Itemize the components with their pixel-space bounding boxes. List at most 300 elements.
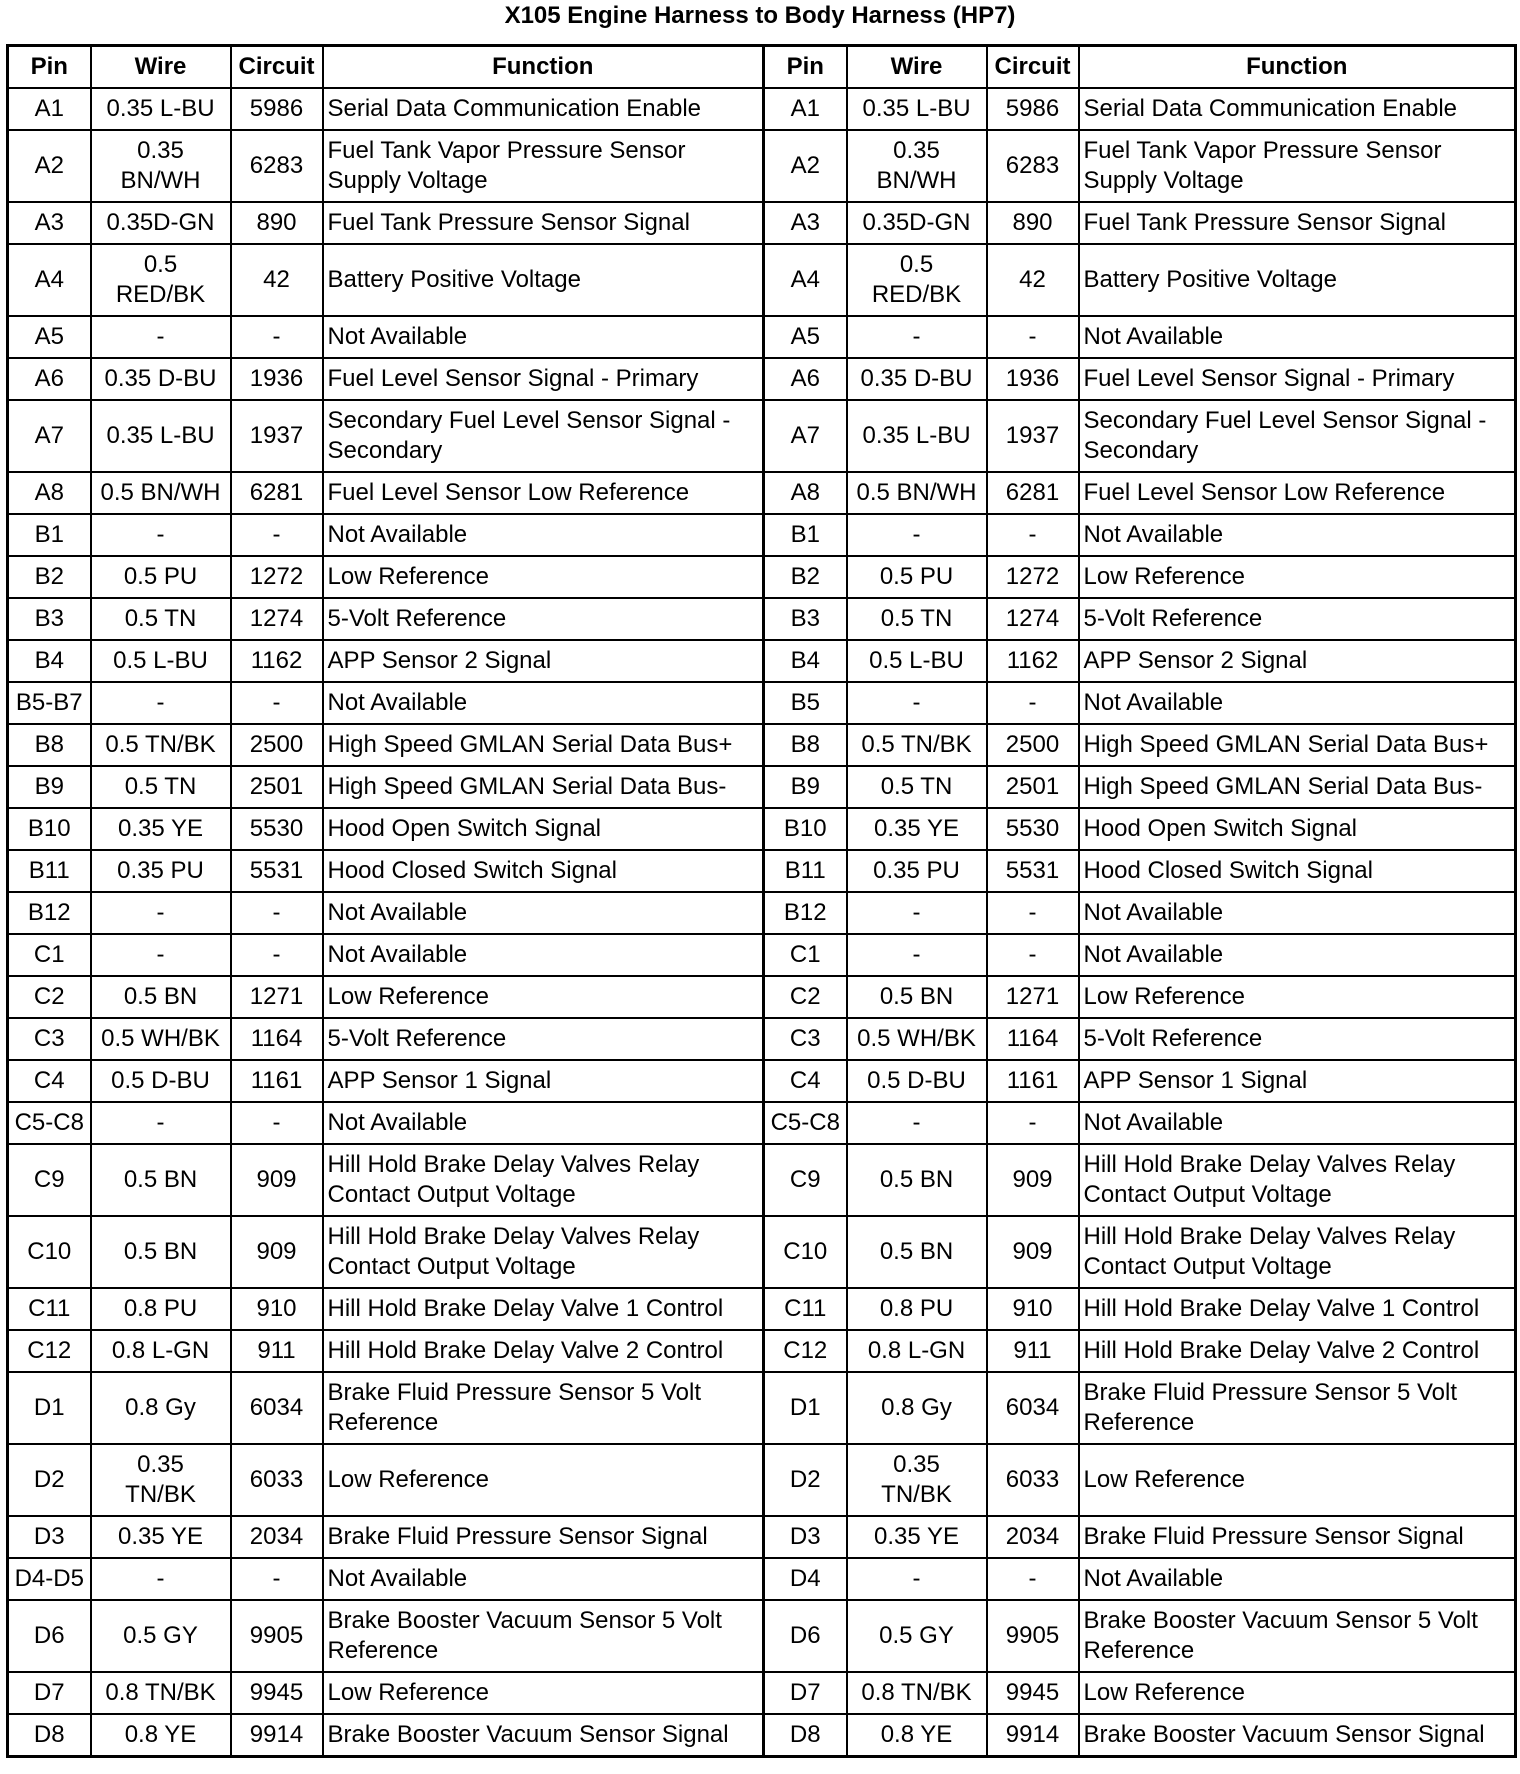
wire-cell-left: 0.35 L-BU — [91, 88, 231, 130]
circuit-cell-right: 9945 — [987, 1672, 1079, 1714]
function-cell-right: Low Reference — [1079, 1444, 1516, 1516]
circuit-cell-left: 6283 — [231, 130, 323, 202]
wire-cell-right: - — [847, 514, 987, 556]
wire-cell-left: 0.35 PU — [91, 850, 231, 892]
pin-cell-right: B8 — [764, 724, 847, 766]
function-cell-left: Low Reference — [323, 1672, 764, 1714]
wire-cell-left: 0.35 L-BU — [91, 400, 231, 472]
wire-cell-right: - — [847, 682, 987, 724]
function-cell-right: Brake Fluid Pressure Sensor Signal — [1079, 1516, 1516, 1558]
pin-cell-right: B1 — [764, 514, 847, 556]
function-cell-left: Brake Booster Vacuum Sensor 5 Volt Reference — [323, 1600, 764, 1672]
pin-cell-left: C3 — [8, 1018, 91, 1060]
pin-cell-left: C2 — [8, 976, 91, 1018]
circuit-cell-right: 2501 — [987, 766, 1079, 808]
circuit-cell-right: 910 — [987, 1288, 1079, 1330]
pin-cell-right: B3 — [764, 598, 847, 640]
wire-cell-right: 0.5 BN/WH — [847, 472, 987, 514]
circuit-cell-left: 2501 — [231, 766, 323, 808]
pin-cell-left: A1 — [8, 88, 91, 130]
wire-cell-left: 0.5 PU — [91, 556, 231, 598]
table-row — [8, 850, 1516, 892]
pin-cell-right: A1 — [764, 88, 847, 130]
wire-cell-left: - — [91, 934, 231, 976]
pin-cell-right: B9 — [764, 766, 847, 808]
function-cell-right: Not Available — [1079, 934, 1516, 976]
pinout-rows — [8, 88, 1516, 1756]
wire-cell-right: 0.5 BN — [847, 1216, 987, 1288]
wire-cell-right: - — [847, 316, 987, 358]
circuit-cell-right: - — [987, 892, 1079, 934]
table-row — [8, 724, 1516, 766]
pin-cell-left: B11 — [8, 850, 91, 892]
function-cell-left: Brake Fluid Pressure Sensor 5 Volt Reference — [323, 1372, 764, 1444]
wire-cell-left: 0.5 BN — [91, 976, 231, 1018]
function-cell-right: Not Available — [1079, 1558, 1516, 1600]
circuit-cell-left: 1161 — [231, 1060, 323, 1102]
pin-cell-left: B10 — [8, 808, 91, 850]
table-row — [8, 1714, 1516, 1756]
circuit-cell-right: - — [987, 934, 1079, 976]
function-cell-right: Low Reference — [1079, 976, 1516, 1018]
table-row — [8, 1288, 1516, 1330]
function-cell-right: Hood Closed Switch Signal — [1079, 850, 1516, 892]
pin-cell-left: B4 — [8, 640, 91, 682]
wire-cell-right: 0.35 BN/WH — [847, 130, 987, 202]
table-row — [8, 598, 1516, 640]
circuit-cell-right: 1162 — [987, 640, 1079, 682]
circuit-cell-left: 910 — [231, 1288, 323, 1330]
function-cell-right: Not Available — [1079, 316, 1516, 358]
table-row — [8, 316, 1516, 358]
pin-cell-left: B3 — [8, 598, 91, 640]
circuit-cell-right: - — [987, 316, 1079, 358]
pin-cell-left: B5-B7 — [8, 682, 91, 724]
wire-cell-left: 0.35 YE — [91, 1516, 231, 1558]
pin-cell-left: B8 — [8, 724, 91, 766]
function-cell-left: APP Sensor 2 Signal — [323, 640, 764, 682]
circuit-cell-left: 911 — [231, 1330, 323, 1372]
function-cell-right: 5-Volt Reference — [1079, 598, 1516, 640]
circuit-cell-left: 5986 — [231, 88, 323, 130]
function-cell-right: Brake Fluid Pressure Sensor 5 Volt Reference — [1079, 1372, 1516, 1444]
table-row — [8, 976, 1516, 1018]
table-row — [8, 808, 1516, 850]
pin-cell-left: A3 — [8, 202, 91, 244]
header-wire-right: Wire — [847, 46, 987, 89]
wire-cell-right: 0.5 L-BU — [847, 640, 987, 682]
table-row — [8, 1372, 1516, 1444]
function-cell-left: High Speed GMLAN Serial Data Bus- — [323, 766, 764, 808]
function-cell-right: High Speed GMLAN Serial Data Bus+ — [1079, 724, 1516, 766]
circuit-cell-right: 890 — [987, 202, 1079, 244]
table-row — [8, 1060, 1516, 1102]
wire-cell-right: 0.5 RED/BK — [847, 244, 987, 316]
pin-cell-left: C12 — [8, 1330, 91, 1372]
pin-cell-left: D2 — [8, 1444, 91, 1516]
pin-cell-right: D1 — [764, 1372, 847, 1444]
wire-cell-left: 0.35 TN/BK — [91, 1444, 231, 1516]
function-cell-right: Serial Data Communication Enable — [1079, 88, 1516, 130]
table-row — [8, 472, 1516, 514]
wire-cell-right: 0.35 L-BU — [847, 88, 987, 130]
circuit-cell-left: - — [231, 892, 323, 934]
pin-cell-right: A2 — [764, 130, 847, 202]
pin-cell-left: A4 — [8, 244, 91, 316]
wire-cell-left: - — [91, 892, 231, 934]
wire-cell-left: 0.8 PU — [91, 1288, 231, 1330]
circuit-cell-left: - — [231, 316, 323, 358]
function-cell-left: High Speed GMLAN Serial Data Bus+ — [323, 724, 764, 766]
function-cell-left: Battery Positive Voltage — [323, 244, 764, 316]
pin-cell-right: D6 — [764, 1600, 847, 1672]
function-cell-right: Fuel Level Sensor Signal - Primary — [1079, 358, 1516, 400]
header-circuit-left: Circuit — [231, 46, 323, 89]
function-cell-left: Not Available — [323, 1102, 764, 1144]
function-cell-left: Hill Hold Brake Delay Valve 2 Control — [323, 1330, 764, 1372]
pin-cell-left: C4 — [8, 1060, 91, 1102]
pin-cell-right: B12 — [764, 892, 847, 934]
header-circuit-right: Circuit — [987, 46, 1079, 89]
table-row — [8, 400, 1516, 472]
circuit-cell-left: 1274 — [231, 598, 323, 640]
function-cell-left: Low Reference — [323, 1444, 764, 1516]
wire-cell-left: 0.8 L-GN — [91, 1330, 231, 1372]
pin-cell-left: A7 — [8, 400, 91, 472]
function-cell-left: Brake Fluid Pressure Sensor Signal — [323, 1516, 764, 1558]
circuit-cell-right: 909 — [987, 1144, 1079, 1216]
function-cell-right: Fuel Level Sensor Low Reference — [1079, 472, 1516, 514]
pin-cell-right: D8 — [764, 1714, 847, 1756]
table-row — [8, 556, 1516, 598]
circuit-cell-right: - — [987, 682, 1079, 724]
circuit-cell-right: - — [987, 1558, 1079, 1600]
circuit-cell-left: 1162 — [231, 640, 323, 682]
wire-cell-left: 0.35 YE — [91, 808, 231, 850]
function-cell-right: Hood Open Switch Signal — [1079, 808, 1516, 850]
circuit-cell-right: 1274 — [987, 598, 1079, 640]
circuit-cell-right: 1271 — [987, 976, 1079, 1018]
pin-cell-left: A5 — [8, 316, 91, 358]
wire-cell-right: 0.5 GY — [847, 1600, 987, 1672]
wire-cell-left: 0.5 WH/BK — [91, 1018, 231, 1060]
wire-cell-right: 0.5 TN/BK — [847, 724, 987, 766]
circuit-cell-right: 1161 — [987, 1060, 1079, 1102]
header-function-right: Function — [1079, 46, 1516, 89]
circuit-cell-left: 909 — [231, 1144, 323, 1216]
wire-cell-left: - — [91, 1558, 231, 1600]
wire-cell-right: 0.5 TN — [847, 598, 987, 640]
table-row — [8, 1216, 1516, 1288]
pin-cell-left: A6 — [8, 358, 91, 400]
function-cell-right: Secondary Fuel Level Sensor Signal - Secondary — [1079, 400, 1516, 472]
pin-cell-right: C9 — [764, 1144, 847, 1216]
pin-cell-left: D6 — [8, 1600, 91, 1672]
circuit-cell-right: 5531 — [987, 850, 1079, 892]
function-cell-right: Brake Booster Vacuum Sensor 5 Volt Reference — [1079, 1600, 1516, 1672]
circuit-cell-right: 9914 — [987, 1714, 1079, 1756]
function-cell-right: Not Available — [1079, 514, 1516, 556]
wire-cell-left: 0.5 TN — [91, 598, 231, 640]
wire-cell-left: 0.35 D-BU — [91, 358, 231, 400]
function-cell-left: Hill Hold Brake Delay Valves Relay Contact Output Voltage — [323, 1144, 764, 1216]
pin-cell-left: C11 — [8, 1288, 91, 1330]
function-cell-right: Not Available — [1079, 1102, 1516, 1144]
function-cell-left: Fuel Tank Vapor Pressure Sensor Supply Voltage — [323, 130, 764, 202]
table-row — [8, 244, 1516, 316]
circuit-cell-left: 6033 — [231, 1444, 323, 1516]
wire-cell-left: 0.5 GY — [91, 1600, 231, 1672]
wire-cell-left: 0.8 YE — [91, 1714, 231, 1756]
circuit-cell-right: 6281 — [987, 472, 1079, 514]
circuit-cell-right: 9905 — [987, 1600, 1079, 1672]
function-cell-right: Hill Hold Brake Delay Valves Relay Contact Output Voltage — [1079, 1216, 1516, 1288]
wire-cell-right: 0.35 YE — [847, 1516, 987, 1558]
pin-cell-right: A6 — [764, 358, 847, 400]
wire-cell-right: 0.35 PU — [847, 850, 987, 892]
header-row — [8, 46, 1516, 89]
table-row — [8, 892, 1516, 934]
function-cell-right: High Speed GMLAN Serial Data Bus- — [1079, 766, 1516, 808]
circuit-cell-left: 1272 — [231, 556, 323, 598]
header-wire-left: Wire — [91, 46, 231, 89]
circuit-cell-left: - — [231, 934, 323, 976]
function-cell-right: Hill Hold Brake Delay Valve 1 Control — [1079, 1288, 1516, 1330]
wire-cell-left: 0.8 TN/BK — [91, 1672, 231, 1714]
pin-cell-right: C3 — [764, 1018, 847, 1060]
circuit-cell-left: 1936 — [231, 358, 323, 400]
circuit-cell-right: 5530 — [987, 808, 1079, 850]
pin-cell-right: D2 — [764, 1444, 847, 1516]
circuit-cell-right: 911 — [987, 1330, 1079, 1372]
wire-cell-right: 0.8 L-GN — [847, 1330, 987, 1372]
circuit-cell-right: 2500 — [987, 724, 1079, 766]
pin-cell-right: C11 — [764, 1288, 847, 1330]
function-cell-left: Serial Data Communication Enable — [323, 88, 764, 130]
circuit-cell-left: 6281 — [231, 472, 323, 514]
wire-cell-right: 0.5 BN — [847, 1144, 987, 1216]
table-row — [8, 202, 1516, 244]
function-cell-left: Hill Hold Brake Delay Valve 1 Control — [323, 1288, 764, 1330]
wire-cell-right: 0.8 PU — [847, 1288, 987, 1330]
function-cell-right: Low Reference — [1079, 1672, 1516, 1714]
pin-cell-left: C9 — [8, 1144, 91, 1216]
wire-cell-right: 0.35 D-BU — [847, 358, 987, 400]
circuit-cell-left: - — [231, 514, 323, 556]
function-cell-left: 5-Volt Reference — [323, 1018, 764, 1060]
circuit-cell-right: 42 — [987, 244, 1079, 316]
table-row — [8, 1330, 1516, 1372]
circuit-cell-left: 6034 — [231, 1372, 323, 1444]
function-cell-right: Low Reference — [1079, 556, 1516, 598]
function-cell-right: Brake Booster Vacuum Sensor Signal — [1079, 1714, 1516, 1756]
circuit-cell-left: 9914 — [231, 1714, 323, 1756]
circuit-cell-right: - — [987, 1102, 1079, 1144]
wire-cell-right: - — [847, 892, 987, 934]
header-function-left: Function — [323, 46, 764, 89]
function-cell-left: Not Available — [323, 934, 764, 976]
circuit-cell-right: 1272 — [987, 556, 1079, 598]
pin-cell-right: D4 — [764, 1558, 847, 1600]
circuit-cell-left: 890 — [231, 202, 323, 244]
pin-cell-left: B1 — [8, 514, 91, 556]
wire-cell-left: 0.5 RED/BK — [91, 244, 231, 316]
function-cell-left: Fuel Level Sensor Low Reference — [323, 472, 764, 514]
pin-cell-right: A4 — [764, 244, 847, 316]
function-cell-right: Hill Hold Brake Delay Valves Relay Contact Output Voltage — [1079, 1144, 1516, 1216]
wire-cell-left: - — [91, 514, 231, 556]
circuit-cell-left: - — [231, 682, 323, 724]
wire-cell-left: 0.8 Gy — [91, 1372, 231, 1444]
wire-cell-right: 0.5 BN — [847, 976, 987, 1018]
pin-cell-left: D7 — [8, 1672, 91, 1714]
pin-cell-right: C10 — [764, 1216, 847, 1288]
pin-cell-right: D7 — [764, 1672, 847, 1714]
pin-cell-right: C2 — [764, 976, 847, 1018]
circuit-cell-left: 1271 — [231, 976, 323, 1018]
function-cell-right: Not Available — [1079, 682, 1516, 724]
function-cell-right: Fuel Tank Vapor Pressure Sensor Supply Voltage — [1079, 130, 1516, 202]
wire-cell-right: - — [847, 1558, 987, 1600]
pin-cell-right: D3 — [764, 1516, 847, 1558]
table-row — [8, 1600, 1516, 1672]
circuit-cell-right: 909 — [987, 1216, 1079, 1288]
wire-cell-right: 0.35 YE — [847, 808, 987, 850]
pin-cell-right: B2 — [764, 556, 847, 598]
circuit-cell-left: 9905 — [231, 1600, 323, 1672]
table-row — [8, 934, 1516, 976]
function-cell-left: Not Available — [323, 1558, 764, 1600]
table-row — [8, 1558, 1516, 1600]
table-row — [8, 358, 1516, 400]
circuit-cell-left: 909 — [231, 1216, 323, 1288]
pin-cell-left: C5-C8 — [8, 1102, 91, 1144]
pin-cell-left: D3 — [8, 1516, 91, 1558]
wire-cell-left: - — [91, 1102, 231, 1144]
pin-cell-right: C4 — [764, 1060, 847, 1102]
pin-cell-left: A2 — [8, 130, 91, 202]
table-title: X105 Engine Harness to Body Harness (HP7) — [504, 2, 1016, 29]
wire-cell-right: - — [847, 1102, 987, 1144]
wire-cell-left: 0.5 BN — [91, 1144, 231, 1216]
pin-cell-right: C1 — [764, 934, 847, 976]
wire-cell-right: 0.5 WH/BK — [847, 1018, 987, 1060]
circuit-cell-left: 9945 — [231, 1672, 323, 1714]
wire-cell-right: 0.35 L-BU — [847, 400, 987, 472]
pin-cell-right: B4 — [764, 640, 847, 682]
table-row — [8, 1672, 1516, 1714]
pin-cell-left: B2 — [8, 556, 91, 598]
function-cell-left: Fuel Level Sensor Signal - Primary — [323, 358, 764, 400]
wire-cell-right: 0.8 TN/BK — [847, 1672, 987, 1714]
pin-cell-left: D4-D5 — [8, 1558, 91, 1600]
pin-cell-right: C5-C8 — [764, 1102, 847, 1144]
circuit-cell-left: - — [231, 1102, 323, 1144]
table-row — [8, 1102, 1516, 1144]
pinout-table — [6, 44, 1517, 1758]
wire-cell-left: 0.5 D-BU — [91, 1060, 231, 1102]
table-row — [8, 1018, 1516, 1060]
pin-cell-left: A8 — [8, 472, 91, 514]
table-row — [8, 640, 1516, 682]
function-cell-right: APP Sensor 2 Signal — [1079, 640, 1516, 682]
pin-cell-left: C1 — [8, 934, 91, 976]
function-cell-right: Hill Hold Brake Delay Valve 2 Control — [1079, 1330, 1516, 1372]
function-cell-left: Fuel Tank Pressure Sensor Signal — [323, 202, 764, 244]
circuit-cell-left: 1937 — [231, 400, 323, 472]
wire-cell-right: 0.5 PU — [847, 556, 987, 598]
pin-cell-right: B10 — [764, 808, 847, 850]
table-row — [8, 766, 1516, 808]
function-cell-left: Hood Open Switch Signal — [323, 808, 764, 850]
table-row — [8, 1144, 1516, 1216]
circuit-cell-right: 2034 — [987, 1516, 1079, 1558]
wire-cell-right: 0.35 TN/BK — [847, 1444, 987, 1516]
circuit-cell-right: 1936 — [987, 358, 1079, 400]
function-cell-right: Battery Positive Voltage — [1079, 244, 1516, 316]
pin-cell-left: D8 — [8, 1714, 91, 1756]
function-cell-left: Low Reference — [323, 976, 764, 1018]
function-cell-left: Hill Hold Brake Delay Valves Relay Contact Output Voltage — [323, 1216, 764, 1288]
function-cell-right: 5-Volt Reference — [1079, 1018, 1516, 1060]
function-cell-right: Not Available — [1079, 892, 1516, 934]
wire-cell-right: 0.8 YE — [847, 1714, 987, 1756]
pin-cell-left: D1 — [8, 1372, 91, 1444]
wire-cell-right: 0.8 Gy — [847, 1372, 987, 1444]
function-cell-left: Hood Closed Switch Signal — [323, 850, 764, 892]
pin-cell-right: A8 — [764, 472, 847, 514]
wire-cell-left: - — [91, 682, 231, 724]
circuit-cell-left: 5530 — [231, 808, 323, 850]
table-row — [8, 130, 1516, 202]
circuit-cell-left: 1164 — [231, 1018, 323, 1060]
header-pin-right: Pin — [764, 46, 847, 89]
wire-cell-right: 0.5 TN — [847, 766, 987, 808]
function-cell-right: APP Sensor 1 Signal — [1079, 1060, 1516, 1102]
pin-cell-left: C10 — [8, 1216, 91, 1288]
circuit-cell-right: 1164 — [987, 1018, 1079, 1060]
pin-cell-right: C12 — [764, 1330, 847, 1372]
circuit-cell-left: 5531 — [231, 850, 323, 892]
function-cell-left: Low Reference — [323, 556, 764, 598]
pin-cell-right: A5 — [764, 316, 847, 358]
wire-cell-left: 0.5 BN — [91, 1216, 231, 1288]
wire-cell-left: 0.5 TN — [91, 766, 231, 808]
pin-cell-left: B12 — [8, 892, 91, 934]
circuit-cell-left: 2034 — [231, 1516, 323, 1558]
function-cell-right: Fuel Tank Pressure Sensor Signal — [1079, 202, 1516, 244]
wire-cell-right: 0.5 D-BU — [847, 1060, 987, 1102]
circuit-cell-right: 6034 — [987, 1372, 1079, 1444]
function-cell-left: Secondary Fuel Level Sensor Signal - Secondary — [323, 400, 764, 472]
circuit-cell-right: 6033 — [987, 1444, 1079, 1516]
function-cell-left: Not Available — [323, 892, 764, 934]
table-row — [8, 88, 1516, 130]
circuit-cell-right: 5986 — [987, 88, 1079, 130]
table-row — [8, 1444, 1516, 1516]
wire-cell-right: 0.35D-GN — [847, 202, 987, 244]
circuit-cell-left: - — [231, 1558, 323, 1600]
wire-cell-left: - — [91, 316, 231, 358]
wire-cell-left: 0.5 TN/BK — [91, 724, 231, 766]
function-cell-left: Not Available — [323, 514, 764, 556]
wire-cell-right: - — [847, 934, 987, 976]
pin-cell-right: A7 — [764, 400, 847, 472]
circuit-cell-right: 6283 — [987, 130, 1079, 202]
wire-cell-left: 0.5 L-BU — [91, 640, 231, 682]
function-cell-left: Brake Booster Vacuum Sensor Signal — [323, 1714, 764, 1756]
wire-cell-left: 0.5 BN/WH — [91, 472, 231, 514]
